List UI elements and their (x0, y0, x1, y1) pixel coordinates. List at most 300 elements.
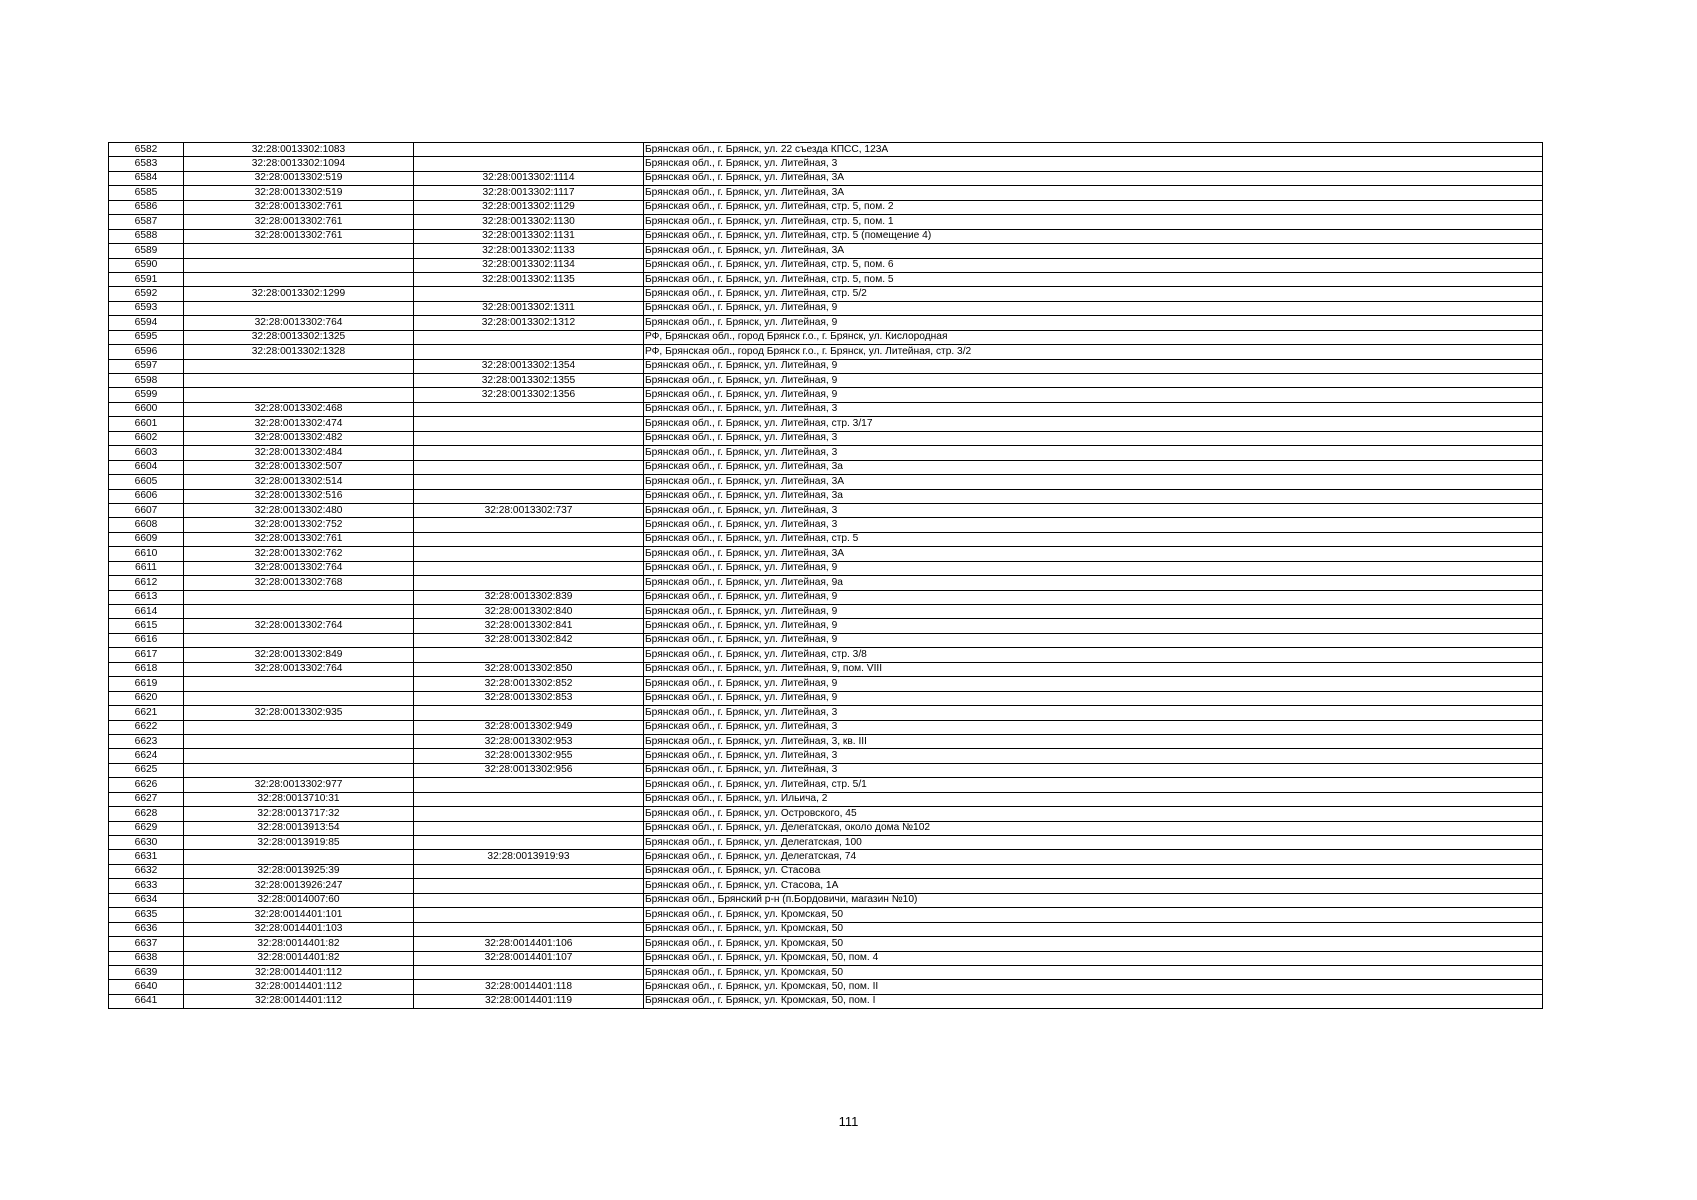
table-row (109, 518, 1543, 532)
address-cell: Брянская обл., г. Брянск, ул. Литейная, 3А (644, 244, 1543, 258)
sub-cadastral-number-cell (414, 561, 644, 575)
address-cell: Брянская обл., г. Брянск, ул. Стасова, 1А (644, 879, 1543, 893)
table-row (109, 965, 1543, 979)
address-cell: Брянская обл., г. Брянск, ул. Литейная, 3, кв. III (644, 734, 1543, 748)
table-row (109, 503, 1543, 517)
cadastral-number-cell: 32:28:0013302:761 (184, 229, 414, 243)
table-row (109, 937, 1543, 951)
table-row (109, 359, 1543, 373)
table-row (109, 749, 1543, 763)
address-cell: Брянская обл., г. Брянск, ул. Литейная, 9 (644, 691, 1543, 705)
cadastral-number-cell: 32:28:0013302:764 (184, 561, 414, 575)
row-number-cell: 6618 (109, 662, 184, 676)
cadastral-number-cell: 32:28:0013913:54 (184, 821, 414, 835)
sub-cadastral-number-cell (414, 518, 644, 532)
row-number-cell: 6636 (109, 922, 184, 936)
address-cell: Брянская обл., г. Брянск, ул. Литейная, 3а (644, 460, 1543, 474)
cadastral-number-cell (184, 691, 414, 705)
sub-cadastral-number-cell (414, 908, 644, 922)
row-number-cell: 6603 (109, 446, 184, 460)
sub-cadastral-number-cell: 32:28:0013302:1354 (414, 359, 644, 373)
address-cell: Брянская обл., г. Брянск, ул. Литейная, 3 (644, 402, 1543, 416)
address-cell: Брянская обл., г. Брянск, ул. Литейная, 9 (644, 677, 1543, 691)
table-row (109, 244, 1543, 258)
cadastral-number-cell: 32:28:0013302:1083 (184, 143, 414, 157)
sub-cadastral-number-cell: 32:28:0013302:1129 (414, 200, 644, 214)
row-number-cell: 6594 (109, 316, 184, 330)
cadastral-number-cell: 32:28:0014007:60 (184, 893, 414, 907)
sub-cadastral-number-cell: 32:28:0013919:93 (414, 850, 644, 864)
row-number-cell: 6617 (109, 648, 184, 662)
cadastral-number-cell: 32:28:0013925:39 (184, 864, 414, 878)
address-cell: Брянская обл., г. Брянск, ул. Литейная, 3а (644, 489, 1543, 503)
row-number-cell: 6606 (109, 489, 184, 503)
address-cell: Брянская обл., г. Брянск, ул. Литейная, 9а (644, 576, 1543, 590)
table-row (109, 807, 1543, 821)
address-cell: Брянская обл., г. Брянск, ул. Делегатская, около дома №102 (644, 821, 1543, 835)
address-cell: Брянская обл., г. Брянск, ул. Литейная, 3 (644, 763, 1543, 777)
row-number-cell: 6622 (109, 720, 184, 734)
sub-cadastral-number-cell: 32:28:0013302:852 (414, 677, 644, 691)
row-number-cell: 6608 (109, 518, 184, 532)
address-cell: Брянская обл., г. Брянск, ул. Литейная, стр. 3/17 (644, 417, 1543, 431)
address-cell: Брянская обл., г. Брянск, ул. Литейная, стр. 5, пом. 2 (644, 200, 1543, 214)
table-row (109, 287, 1543, 301)
row-number-cell: 6633 (109, 879, 184, 893)
cadastral-number-cell: 32:28:0013302:1328 (184, 345, 414, 359)
address-cell: Брянская обл., г. Брянск, ул. Литейная, 9 (644, 633, 1543, 647)
cadastral-number-cell: 32:28:0013710:31 (184, 792, 414, 806)
sub-cadastral-number-cell (414, 879, 644, 893)
row-number-cell: 6596 (109, 345, 184, 359)
cadastral-number-cell: 32:28:0013926:247 (184, 879, 414, 893)
address-cell: Брянская обл., г. Брянск, ул. Стасова (644, 864, 1543, 878)
table-row (109, 908, 1543, 922)
table-row (109, 850, 1543, 864)
table-row (109, 460, 1543, 474)
address-cell: Брянская обл., г. Брянск, ул. Литейная, 3 (644, 503, 1543, 517)
sub-cadastral-number-cell (414, 475, 644, 489)
address-cell: Брянская обл., г. Брянск, ул. Литейная, 9 (644, 301, 1543, 315)
row-number-cell: 6630 (109, 836, 184, 850)
cadastral-number-cell (184, 272, 414, 286)
sub-cadastral-number-cell: 32:28:0013302:949 (414, 720, 644, 734)
cadastral-number-cell: 32:28:0013302:1094 (184, 157, 414, 171)
sub-cadastral-number-cell: 32:28:0013302:1311 (414, 301, 644, 315)
address-cell: Брянская обл., г. Брянск, ул. Литейная, 3 (644, 157, 1543, 171)
cadastral-number-cell: 32:28:0013302:519 (184, 186, 414, 200)
address-cell: Брянская обл., г. Брянск, ул. Литейная, стр. 5, пом. 5 (644, 272, 1543, 286)
table-row (109, 301, 1543, 315)
sub-cadastral-number-cell (414, 778, 644, 792)
row-number-cell: 6582 (109, 143, 184, 157)
cadastral-number-cell: 32:28:0013302:480 (184, 503, 414, 517)
table-row (109, 951, 1543, 965)
sub-cadastral-number-cell (414, 330, 644, 344)
cadastral-number-cell: 32:28:0013302:482 (184, 431, 414, 445)
cadastral-number-cell (184, 720, 414, 734)
table-row (109, 576, 1543, 590)
address-cell: Брянская обл., г. Брянск, ул. Делегатская, 74 (644, 850, 1543, 864)
address-cell: Брянская обл., г. Брянск, ул. Кромская, 50 (644, 937, 1543, 951)
cadastral-number-cell: 32:28:0013302:514 (184, 475, 414, 489)
address-cell: Брянская обл., г. Брянск, ул. Литейная, 3 (644, 518, 1543, 532)
row-number-cell: 6595 (109, 330, 184, 344)
row-number-cell: 6640 (109, 980, 184, 994)
table-row (109, 677, 1543, 691)
page-number: 111 (838, 1114, 859, 1129)
sub-cadastral-number-cell: 32:28:0013302:1135 (414, 272, 644, 286)
table-row (109, 980, 1543, 994)
sub-cadastral-number-cell: 32:28:0013302:1356 (414, 388, 644, 402)
sub-cadastral-number-cell (414, 532, 644, 546)
address-cell: Брянская обл., г. Брянск, ул. Литейная, 9 (644, 359, 1543, 373)
table-row (109, 316, 1543, 330)
row-number-cell: 6586 (109, 200, 184, 214)
address-cell: Брянская обл., Брянский р-н (п.Бордовичи, магазин №10) (644, 893, 1543, 907)
row-number-cell: 6605 (109, 475, 184, 489)
row-number-cell: 6602 (109, 431, 184, 445)
address-cell: Брянская обл., г. Брянск, ул. Кромская, 50 (644, 908, 1543, 922)
address-cell: Брянская обл., г. Брянск, ул. Литейная, 9 (644, 316, 1543, 330)
table-row (109, 922, 1543, 936)
sub-cadastral-number-cell (414, 792, 644, 806)
sub-cadastral-number-cell: 32:28:0013302:1114 (414, 171, 644, 185)
cadastral-number-cell: 32:28:0013717:32 (184, 807, 414, 821)
sub-cadastral-number-cell (414, 460, 644, 474)
address-cell: Брянская обл., г. Брянск, ул. Кромская, 50, пом. 4 (644, 951, 1543, 965)
address-cell: Брянская обл., г. Брянск, ул. Литейная, 3 (644, 431, 1543, 445)
row-number-cell: 6629 (109, 821, 184, 835)
row-number-cell: 6593 (109, 301, 184, 315)
cadastral-number-cell: 32:28:0013302:849 (184, 648, 414, 662)
cadastral-number-cell: 32:28:0013302:761 (184, 200, 414, 214)
address-cell: Брянская обл., г. Брянск, ул. Литейная, 3 (644, 720, 1543, 734)
table-row (109, 402, 1543, 416)
sub-cadastral-number-cell: 32:28:0013302:955 (414, 749, 644, 763)
cadastral-number-cell (184, 605, 414, 619)
row-number-cell: 6627 (109, 792, 184, 806)
row-number-cell: 6620 (109, 691, 184, 705)
table-row (109, 171, 1543, 185)
row-number-cell: 6624 (109, 749, 184, 763)
cadastral-number-cell: 32:28:0013302:468 (184, 402, 414, 416)
sub-cadastral-number-cell: 32:28:0013302:840 (414, 605, 644, 619)
row-number-cell: 6588 (109, 229, 184, 243)
row-number-cell: 6619 (109, 677, 184, 691)
row-number-cell: 6598 (109, 374, 184, 388)
address-cell: Брянская обл., г. Брянск, ул. Кромская, 50 (644, 922, 1543, 936)
sub-cadastral-number-cell (414, 446, 644, 460)
sub-cadastral-number-cell (414, 157, 644, 171)
table-row (109, 431, 1543, 445)
cadastral-number-cell: 32:28:0014401:101 (184, 908, 414, 922)
address-cell: Брянская обл., г. Брянск, ул. Литейная, стр. 3/8 (644, 648, 1543, 662)
table-row (109, 532, 1543, 546)
table-row (109, 143, 1543, 157)
sub-cadastral-number-cell (414, 417, 644, 431)
row-number-cell: 6585 (109, 186, 184, 200)
address-cell: Брянская обл., г. Брянск, ул. Литейная, 3А (644, 171, 1543, 185)
row-number-cell: 6614 (109, 605, 184, 619)
table-row (109, 475, 1543, 489)
sub-cadastral-number-cell (414, 922, 644, 936)
cadastral-number-cell: 32:28:0013302:768 (184, 576, 414, 590)
sub-cadastral-number-cell: 32:28:0014401:119 (414, 994, 644, 1008)
sub-cadastral-number-cell (414, 431, 644, 445)
row-number-cell: 6587 (109, 215, 184, 229)
row-number-cell: 6589 (109, 244, 184, 258)
address-cell: Брянская обл., г. Брянск, ул. Кромская, 50, пом. II (644, 980, 1543, 994)
cadastral-number-cell (184, 734, 414, 748)
row-number-cell: 6613 (109, 590, 184, 604)
cadastral-number-cell: 32:28:0013302:977 (184, 778, 414, 792)
cadastral-table (108, 142, 1543, 1009)
cadastral-number-cell: 32:28:0013302:764 (184, 316, 414, 330)
cadastral-number-cell: 32:28:0014401:112 (184, 965, 414, 979)
address-cell: Брянская обл., г. Брянск, ул. Литейная, стр. 5 (644, 532, 1543, 546)
address-cell: Брянская обл., г. Брянск, ул. Литейная, стр. 5/2 (644, 287, 1543, 301)
table-row (109, 879, 1543, 893)
sub-cadastral-number-cell (414, 489, 644, 503)
address-cell: Брянская обл., г. Брянск, ул. Литейная, 3 (644, 446, 1543, 460)
row-number-cell: 6592 (109, 287, 184, 301)
table-row (109, 633, 1543, 647)
address-cell: Брянская обл., г. Брянск, ул. Делегатская, 100 (644, 836, 1543, 850)
cadastral-number-cell: 32:28:0013302:519 (184, 171, 414, 185)
row-number-cell: 6601 (109, 417, 184, 431)
sub-cadastral-number-cell: 32:28:0013302:839 (414, 590, 644, 604)
table-row (109, 229, 1543, 243)
table-row (109, 345, 1543, 359)
address-cell: Брянская обл., г. Брянск, ул. Литейная, 9, пом. VIII (644, 662, 1543, 676)
address-cell: Брянская обл., г. Брянск, ул. Литейная, 9 (644, 619, 1543, 633)
address-cell: Брянская обл., г. Брянск, ул. Литейная, стр. 5/1 (644, 778, 1543, 792)
table-row (109, 864, 1543, 878)
cadastral-number-cell: 32:28:0014401:112 (184, 980, 414, 994)
table-row (109, 215, 1543, 229)
sub-cadastral-number-cell: 32:28:0014401:118 (414, 980, 644, 994)
sub-cadastral-number-cell: 32:28:0013302:1117 (414, 186, 644, 200)
sub-cadastral-number-cell: 32:28:0013302:953 (414, 734, 644, 748)
sub-cadastral-number-cell: 32:28:0014401:107 (414, 951, 644, 965)
address-cell: Брянская обл., г. Брянск, ул. Литейная, 3А (644, 475, 1543, 489)
row-number-cell: 6583 (109, 157, 184, 171)
table-row (109, 691, 1543, 705)
cadastral-number-cell (184, 850, 414, 864)
address-cell: РФ, Брянская обл., город Брянск г.о., г. Брянск, ул. Литейная, стр. 3/2 (644, 345, 1543, 359)
table-row (109, 605, 1543, 619)
sub-cadastral-number-cell (414, 287, 644, 301)
sub-cadastral-number-cell: 32:28:0013302:842 (414, 633, 644, 647)
cadastral-number-cell: 32:28:0013302:764 (184, 619, 414, 633)
cadastral-number-cell: 32:28:0013302:474 (184, 417, 414, 431)
cadastral-number-cell: 32:28:0013302:762 (184, 547, 414, 561)
cadastral-number-cell: 32:28:0013302:1299 (184, 287, 414, 301)
table-row (109, 417, 1543, 431)
sub-cadastral-number-cell (414, 893, 644, 907)
cadastral-number-cell: 32:28:0013302:761 (184, 215, 414, 229)
sub-cadastral-number-cell: 32:28:0013302:853 (414, 691, 644, 705)
cadastral-number-cell: 32:28:0014401:112 (184, 994, 414, 1008)
row-number-cell: 6641 (109, 994, 184, 1008)
sub-cadastral-number-cell (414, 965, 644, 979)
row-number-cell: 6628 (109, 807, 184, 821)
cadastral-number-cell: 32:28:0013302:935 (184, 706, 414, 720)
table-row (109, 994, 1543, 1008)
table-row (109, 778, 1543, 792)
cadastral-number-cell (184, 633, 414, 647)
row-number-cell: 6631 (109, 850, 184, 864)
sub-cadastral-number-cell (414, 143, 644, 157)
row-number-cell: 6591 (109, 272, 184, 286)
address-cell: Брянская обл., г. Брянск, ул. Ильича, 2 (644, 792, 1543, 806)
address-cell: Брянская обл., г. Брянск, ул. Литейная, 3 (644, 749, 1543, 763)
sub-cadastral-number-cell: 32:28:0013302:737 (414, 503, 644, 517)
address-cell: Брянская обл., г. Брянск, ул. Литейная, стр. 5, пом. 1 (644, 215, 1543, 229)
address-cell: Брянская обл., г. Брянск, ул. Литейная, стр. 5 (помещение 4) (644, 229, 1543, 243)
cadastral-number-cell: 32:28:0013302:484 (184, 446, 414, 460)
row-number-cell: 6637 (109, 937, 184, 951)
table-row (109, 374, 1543, 388)
row-number-cell: 6597 (109, 359, 184, 373)
row-number-cell: 6600 (109, 402, 184, 416)
sub-cadastral-number-cell: 32:28:0013302:1133 (414, 244, 644, 258)
cadastral-number-cell (184, 359, 414, 373)
row-number-cell: 6611 (109, 561, 184, 575)
address-cell: Брянская обл., г. Брянск, ул. Литейная, 3А (644, 186, 1543, 200)
table-row (109, 272, 1543, 286)
sub-cadastral-number-cell: 32:28:0014401:106 (414, 937, 644, 951)
table-row (109, 720, 1543, 734)
table-row (109, 446, 1543, 460)
address-cell: Брянская обл., г. Брянск, ул. Литейная, стр. 5, пом. 6 (644, 258, 1543, 272)
table-row (109, 157, 1543, 171)
cadastral-number-cell (184, 374, 414, 388)
row-number-cell: 6616 (109, 633, 184, 647)
sub-cadastral-number-cell (414, 648, 644, 662)
table-row (109, 763, 1543, 777)
row-number-cell: 6635 (109, 908, 184, 922)
address-cell: Брянская обл., г. Брянск, ул. Литейная, 3 (644, 706, 1543, 720)
cadastral-number-cell (184, 388, 414, 402)
table-row (109, 836, 1543, 850)
row-number-cell: 6625 (109, 763, 184, 777)
row-number-cell: 6604 (109, 460, 184, 474)
cadastral-number-cell (184, 749, 414, 763)
sub-cadastral-number-cell (414, 547, 644, 561)
table-row (109, 186, 1543, 200)
table-row (109, 561, 1543, 575)
address-cell: Брянская обл., г. Брянск, ул. Островского, 45 (644, 807, 1543, 821)
cadastral-number-cell (184, 301, 414, 315)
row-number-cell: 6638 (109, 951, 184, 965)
cadastral-number-cell: 32:28:0014401:82 (184, 951, 414, 965)
address-cell: Брянская обл., г. Брянск, ул. Литейная, 9 (644, 561, 1543, 575)
table-row (109, 792, 1543, 806)
sub-cadastral-number-cell (414, 706, 644, 720)
cadastral-number-cell (184, 244, 414, 258)
row-number-cell: 6626 (109, 778, 184, 792)
table-row (109, 200, 1543, 214)
sub-cadastral-number-cell: 32:28:0013302:1355 (414, 374, 644, 388)
table-row (109, 648, 1543, 662)
table-row (109, 547, 1543, 561)
row-number-cell: 6612 (109, 576, 184, 590)
sub-cadastral-number-cell: 32:28:0013302:1312 (414, 316, 644, 330)
cadastral-number-cell: 32:28:0013302:761 (184, 532, 414, 546)
address-cell: Брянская обл., г. Брянск, ул. 22 съезда КПСС, 123А (644, 143, 1543, 157)
table-row (109, 821, 1543, 835)
sub-cadastral-number-cell: 32:28:0013302:1130 (414, 215, 644, 229)
table-row (109, 258, 1543, 272)
sub-cadastral-number-cell: 32:28:0013302:956 (414, 763, 644, 777)
row-number-cell: 6607 (109, 503, 184, 517)
address-cell: Брянская обл., г. Брянск, ул. Литейная, 3А (644, 547, 1543, 561)
table-row (109, 893, 1543, 907)
row-number-cell: 6599 (109, 388, 184, 402)
cadastral-number-cell (184, 677, 414, 691)
address-cell: Брянская обл., г. Брянск, ул. Литейная, 9 (644, 374, 1543, 388)
sub-cadastral-number-cell (414, 807, 644, 821)
cadastral-number-cell: 32:28:0013302:1325 (184, 330, 414, 344)
cadastral-number-cell: 32:28:0013302:516 (184, 489, 414, 503)
row-number-cell: 6610 (109, 547, 184, 561)
table-row (109, 734, 1543, 748)
sub-cadastral-number-cell: 32:28:0013302:1131 (414, 229, 644, 243)
sub-cadastral-number-cell: 32:28:0013302:1134 (414, 258, 644, 272)
cadastral-number-cell (184, 590, 414, 604)
sub-cadastral-number-cell (414, 864, 644, 878)
sub-cadastral-number-cell (414, 402, 644, 416)
table-row (109, 706, 1543, 720)
cadastral-number-cell: 32:28:0014401:103 (184, 922, 414, 936)
address-cell: Брянская обл., г. Брянск, ул. Кромская, 50, пом. I (644, 994, 1543, 1008)
table-row (109, 388, 1543, 402)
row-number-cell: 6621 (109, 706, 184, 720)
cadastral-table-body (109, 143, 1543, 1009)
table-row (109, 489, 1543, 503)
table-row (109, 619, 1543, 633)
address-cell: Брянская обл., г. Брянск, ул. Литейная, 9 (644, 590, 1543, 604)
cadastral-number-cell: 32:28:0013302:752 (184, 518, 414, 532)
sub-cadastral-number-cell (414, 836, 644, 850)
row-number-cell: 6634 (109, 893, 184, 907)
table-row (109, 330, 1543, 344)
address-cell: Брянская обл., г. Брянск, ул. Кромская, 50 (644, 965, 1543, 979)
address-cell: Брянская обл., г. Брянск, ул. Литейная, 9 (644, 605, 1543, 619)
row-number-cell: 6632 (109, 864, 184, 878)
row-number-cell: 6615 (109, 619, 184, 633)
address-cell: РФ, Брянская обл., город Брянск г.о., г. Брянск, ул. Кислородная (644, 330, 1543, 344)
cadastral-number-cell: 32:28:0013919:85 (184, 836, 414, 850)
sub-cadastral-number-cell (414, 345, 644, 359)
cadastral-number-cell (184, 763, 414, 777)
table-row (109, 662, 1543, 676)
row-number-cell: 6639 (109, 965, 184, 979)
row-number-cell: 6609 (109, 532, 184, 546)
address-cell: Брянская обл., г. Брянск, ул. Литейная, 9 (644, 388, 1543, 402)
sub-cadastral-number-cell (414, 576, 644, 590)
row-number-cell: 6623 (109, 734, 184, 748)
sub-cadastral-number-cell (414, 821, 644, 835)
cadastral-number-cell: 32:28:0014401:82 (184, 937, 414, 951)
row-number-cell: 6584 (109, 171, 184, 185)
table-row (109, 590, 1543, 604)
sub-cadastral-number-cell: 32:28:0013302:841 (414, 619, 644, 633)
sub-cadastral-number-cell: 32:28:0013302:850 (414, 662, 644, 676)
cadastral-number-cell (184, 258, 414, 272)
